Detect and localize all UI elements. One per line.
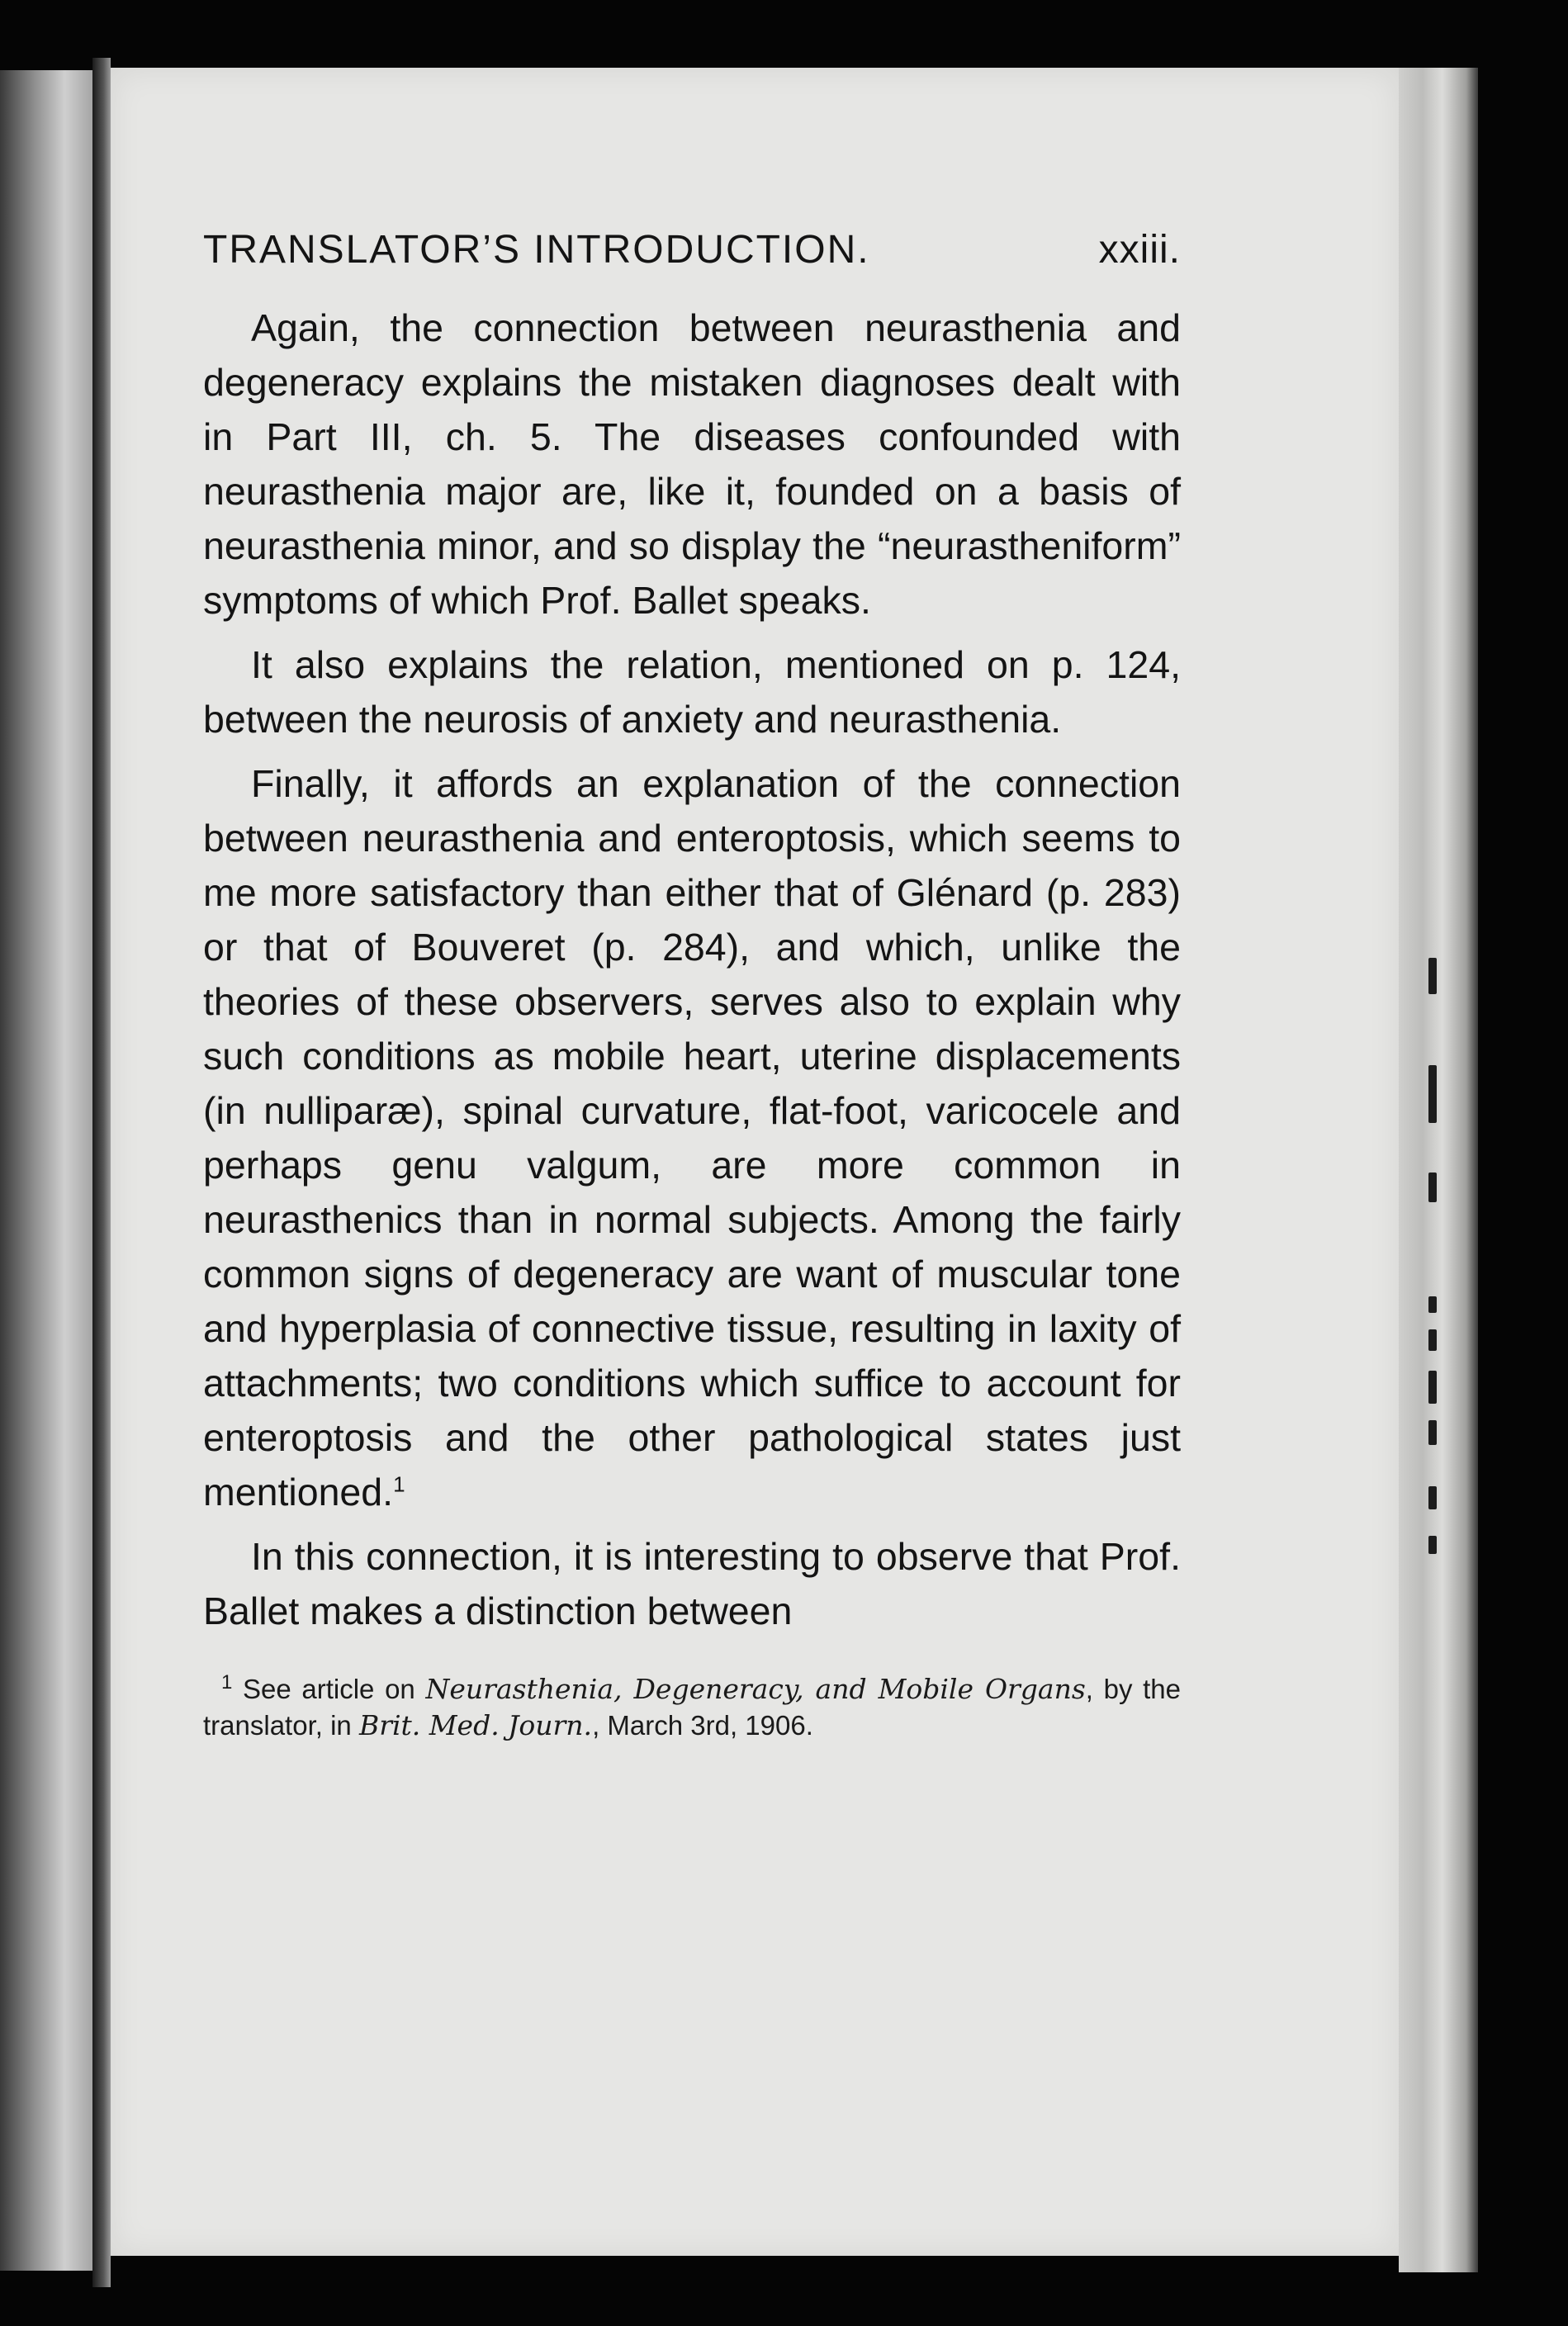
page-edge-marks [1422, 958, 1447, 1618]
footnote-middle: , by the translator, in [203, 1674, 1181, 1741]
page-number: xxiii. [1098, 228, 1181, 272]
footnote-reference: 1 [393, 1471, 405, 1497]
paragraph-4: In this connection, it is interesting to observe that Prof. Ballet makes a distinction between [203, 1535, 1181, 1632]
page-content [203, 227, 1181, 1744]
left-page-edge [0, 70, 92, 2271]
paragraph-3 [203, 756, 1181, 1519]
running-head-title: TRANSLATOR’S INTRODUCTION. [203, 228, 870, 272]
paragraph-3-text: Finally, it affords an explanation of the connection between neurasthenia and enteroptosis, which seems to me more satisfactory than either that of Glénard (p. 283) or that of Bouveret (p. 284), and which, unlike the theories of these observers, serves also to explain why such conditions as mobile heart, uterine displacements (in nulliparæ), spinal curvature, flat-foot, varicocele and perhaps genu valgum, are more common in neurasthenics than in normal subjects. Among the fairly common signs of degeneracy are want of muscular tone and hyperplasia of connective tissue, resulting in laxity of attachments; two conditions which suffice to account for enteroptosis and the other pathological states just mentioned. [203, 762, 1181, 1514]
book-gutter [92, 58, 111, 2287]
footnote-mark: 1 [221, 1671, 233, 1694]
paragraph-2: It also explains the relation, mentioned on p. 124, between the neurosis of anxiety and neurasthenia. [203, 643, 1181, 741]
footnote-article-title: Neurasthenia, Degeneracy, and Mobile Organs [425, 1673, 1086, 1705]
paragraph-1: Again, the connection between neurasthenia and degeneracy explains the mistaken diagnoses dealt with in Part III, ch. 5. The diseases confounded with neurasthenia major are, like it, founded on a basis of neurasthenia minor, and so display the “neurastheniform” symptoms of which Prof. Ballet speaks. [203, 306, 1181, 622]
footnote-journal: Brit. Med. Journ. [358, 1709, 593, 1741]
running-head [203, 227, 1181, 272]
footnote-prefix: See article on [243, 1674, 426, 1704]
footnote-suffix: , March 3rd, 1906. [592, 1710, 813, 1741]
footnote [203, 1671, 1181, 1744]
